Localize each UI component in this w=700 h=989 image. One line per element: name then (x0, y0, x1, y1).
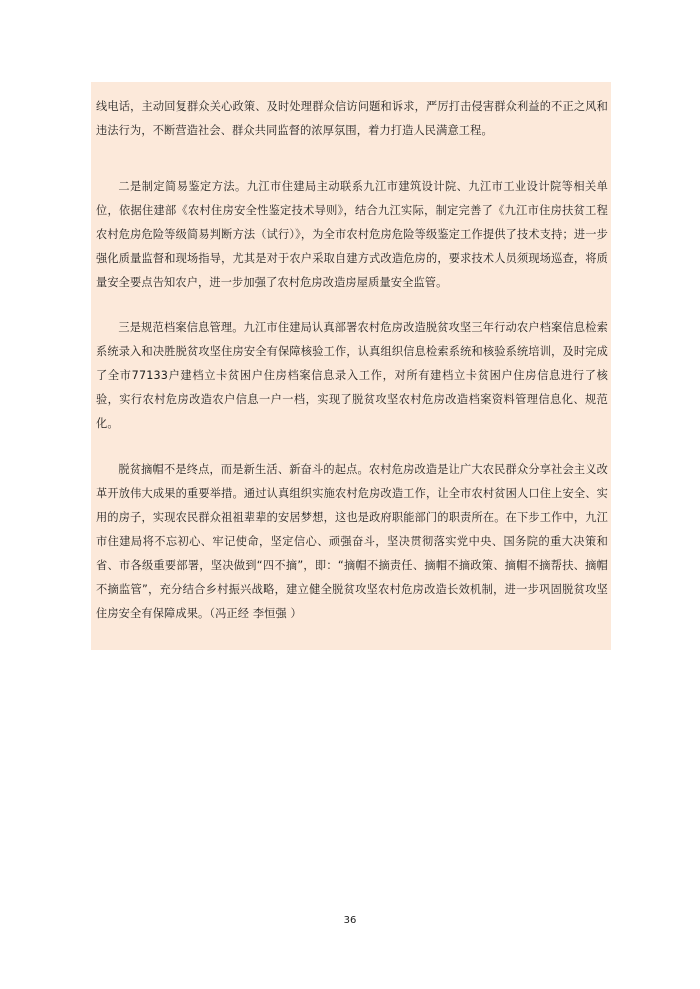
paragraph-hotline-continuation: 线电话，主动回复群众关心政策、及时处理群众信访问题和诉求，严厉打击侵害群众利益的不正之风和违法行为，不断营造社会、群众共同监督的浓厚氛围，着力打造人民满意工程。 (96, 100, 608, 137)
paragraph-archive-management: 三是规范档案信息管理。九江市住建局认真部署农村危房改造脱贫攻坚三年行动农户档案信息检索系统录入和决胜脱贫攻坚住房安全有保障核验工作，认真组织信息检索系统和核验系统培训，及时完成了全市77133户建档立卡贫困户住房档案信息录入工作，对所有建档立卡贫困户住房信息进行了核验，实行农村危房改造农户信息一户一档，实现了脱贫攻坚农村危房改造档案资料管理信息化、规范化。 (96, 321, 608, 430)
paragraph-conclusion: 脱贫摘帽不是终点，而是新生活、新奋斗的起点。农村危房改造是让广大农民群众分享社会主义改革开放伟大成果的重要举措。通过认真组织实施农村危房改造工作，让全市农村贫困人口住上安全、实用的房子，实现农民群众祖祖辈辈的安居梦想，这也是政府职能部门的职责所在。在下步工作中，九江市住建局将不忘初心、牢记使命，坚定信心、顽强奋斗，坚决贯彻落实党中央、国务院的重大决策和省、市各级重要部署，坚决做到“四不摘”，即：“摘帽不摘责任、摘帽不摘政策、摘帽不摘帮扶、摘帽不摘监管”，充分结合乡村振兴战略，建立健全脱贫攻坚农村危房改造长效机制，进一步巩固脱贫攻坚住房安全有保障成果。（冯正经 李恒强 ） (96, 463, 608, 620)
page-number: 36 (343, 915, 357, 926)
paragraph-simplified-assessment: 二是制定简易鉴定方法。九江市住建局主动联系九江市建筑设计院、九江市工业设计院等相关单位，依据住建部《农村住房安全性鉴定技术导则》，结合九江实际，制定完善了《九江市住房扶贫工程农村危房危险等级简易判断方法（试行）》，为全市农村危房危险等级鉴定工作提供了技术支持；进一步强化质量监督和现场指导，尤其是对于农户采取自建方式改造危房的，要求技术人员须现场巡查，将质量安全要点告知农户，进一步加强了农村危房改造房屋质量安全监管。 (96, 180, 608, 289)
